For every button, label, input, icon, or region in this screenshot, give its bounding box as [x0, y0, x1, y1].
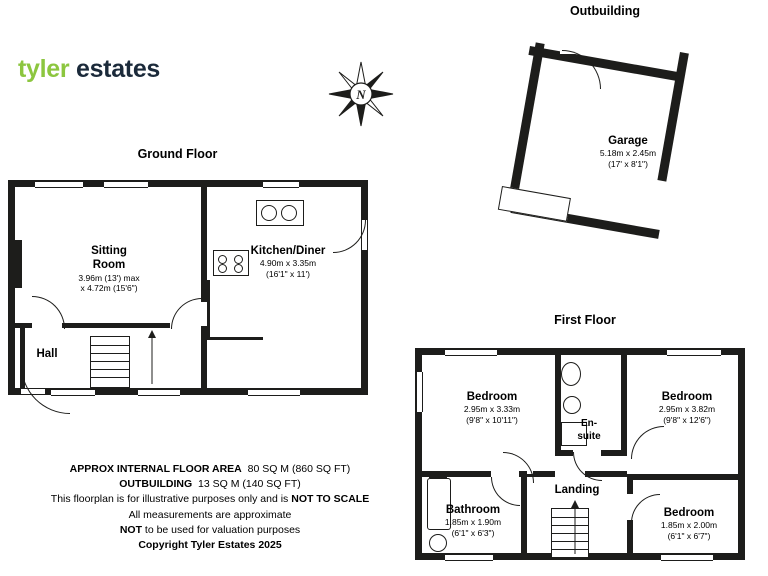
- bathroom-basin: [429, 474, 447, 478]
- room-name-ensuite-line1: En-: [580, 418, 598, 429]
- door-front-arc: [21, 365, 70, 414]
- room-label-sitting-room: [48, 244, 170, 294]
- footer-disclaimer-3: [0, 523, 420, 538]
- first-window-top-1: [445, 349, 497, 356]
- door-sitting-room-arc: [32, 296, 65, 329]
- first-window-left: [416, 372, 423, 412]
- footer-outbuilding-value: 13 SQ M (140 SQ FT): [198, 478, 301, 491]
- compass-rose: [325, 58, 397, 130]
- wall-chimney-breast: [8, 240, 22, 288]
- room-label-hall: [22, 347, 72, 361]
- window-top-1: [35, 181, 83, 188]
- room-dims-garage-line1: 5.18m x 2.45m: [599, 148, 657, 159]
- room-label-bedroom-2: [633, 390, 741, 426]
- room-name-hall: Hall: [36, 348, 58, 360]
- kitchen-sink: [256, 200, 304, 226]
- room-name-kitchen-diner: Kitchen/Diner: [250, 245, 326, 257]
- ensuite-wc: [561, 362, 581, 386]
- garage-wall-top: [528, 46, 677, 81]
- staircase: [90, 336, 130, 388]
- compass-label: N: [356, 87, 366, 102]
- room-name-sitting-room-line2: Room: [92, 259, 126, 272]
- outbuilding-plan: [470, 28, 730, 268]
- window-bottom-3: [248, 389, 300, 396]
- room-name-bedroom-1: Bedroom: [466, 391, 518, 403]
- room-dims-bathroom-line1: 1.85m x 1.90m: [444, 517, 502, 528]
- compass-north-icon: [325, 58, 397, 130]
- footer-disclaimer-3-bold: NOT: [119, 523, 142, 536]
- room-name-bedroom-3: Bedroom: [663, 507, 715, 519]
- wall-right: [361, 180, 368, 395]
- first-window-top-2: [667, 349, 721, 356]
- room-dims-garage-line2: (17' x 8'1"): [608, 159, 648, 169]
- first-wall-bedroom3-top: [627, 474, 745, 480]
- room-dims-bathroom-line2: (6'1" x 6'3"): [451, 528, 495, 538]
- footer-disclaimer-2: All measurements are approximate: [128, 508, 292, 521]
- room-dims-bedroom-2-line1: 2.95m x 3.82m: [658, 404, 716, 415]
- room-label-landing: [535, 483, 619, 497]
- room-label-kitchen-diner: [218, 244, 358, 280]
- first-window-bottom-2: [661, 554, 713, 561]
- door-kitchen-arc: [171, 298, 202, 329]
- outbuilding-title: Outbuilding: [569, 4, 641, 18]
- room-dims-bedroom-3-line1: 1.85m x 2.00m: [660, 520, 718, 531]
- room-dims-bedroom-1-line2: (9'8" x 10'11"): [466, 415, 518, 425]
- first-stairs-direction-arrow: [565, 498, 585, 556]
- footer-disclaimer-1-bold: NOT TO SCALE: [291, 493, 370, 506]
- ground-floor-plan: [8, 180, 368, 400]
- first-floor-plan: [415, 348, 760, 568]
- window-top-3: [263, 181, 299, 188]
- window-bottom-2: [138, 389, 180, 396]
- brand-logo-part2: estates: [75, 55, 161, 83]
- garage-wall-left: [508, 42, 545, 201]
- first-door-bathroom-opening: [491, 470, 519, 477]
- brand-logo-part1: tyler: [18, 55, 70, 83]
- footer-copyright: Copyright Tyler Estates 2025: [138, 539, 282, 552]
- room-name-garage: Garage: [608, 135, 648, 147]
- window-top-2: [104, 181, 148, 188]
- room-dims-kitchen-diner-line2: (16'1" x 11'): [266, 269, 310, 279]
- kitchen-worktop: [207, 280, 210, 340]
- room-label-bedroom-3: [635, 506, 743, 542]
- kitchen-worktop-2: [207, 337, 263, 340]
- first-door-ensuite-arc: [573, 452, 602, 481]
- room-label-bedroom-1: [437, 390, 547, 426]
- floorplan-footer: [0, 462, 420, 553]
- room-dims-sitting-room-line2: x 4.72m (15'6"): [80, 283, 138, 294]
- room-name-landing: Landing: [554, 484, 600, 496]
- footer-outbuilding-line: [0, 477, 420, 492]
- room-label-bathroom: [423, 503, 523, 539]
- footer-area-label: APPROX INTERNAL FLOOR AREA: [69, 463, 242, 475]
- room-name-bathroom: Bathroom: [445, 504, 501, 516]
- footer-disclaimer-1-pre: This floorplan is for illustrative purposes only and is: [50, 493, 292, 506]
- room-dims-bedroom-2-line2: (9'8" x 12'6"): [663, 415, 711, 425]
- brand-logo: [18, 55, 160, 84]
- first-floor-title: First Floor: [554, 313, 616, 327]
- room-dims-sitting-room-line1: 3.96m (13') max: [78, 272, 140, 283]
- ground-floor-title: Ground Floor: [137, 147, 218, 161]
- first-door-bedroom2-arc: [631, 426, 664, 459]
- garage-side-door-arc: [562, 50, 601, 89]
- room-dims-kitchen-diner-line1: 4.90m x 3.35m: [259, 258, 317, 269]
- first-window-bottom-1: [445, 554, 493, 561]
- footer-disclaimer-3-post: to be used for valuation purposes: [141, 523, 301, 536]
- footer-area-line: [0, 462, 420, 477]
- footer-outbuilding-label: OUTBUILDING: [119, 478, 193, 491]
- ensuite-basin: [563, 396, 581, 414]
- room-label-garage: [568, 134, 688, 170]
- first-door-bathroom-arc: [491, 477, 520, 506]
- footer-disclaimer-1: [0, 492, 420, 507]
- room-name-bedroom-2: Bedroom: [661, 391, 713, 403]
- room-name-sitting-room-line1: Sitting: [91, 245, 127, 257]
- room-dims-bedroom-3-line2: (6'1" x 6'7"): [667, 531, 711, 541]
- footer-area-value: 80 SQ M (860 SQ FT): [247, 463, 351, 475]
- room-name-ensuite-line2: suite: [577, 430, 601, 442]
- room-dims-bedroom-1-line1: 2.95m x 3.33m: [463, 404, 521, 415]
- room-label-ensuite: [555, 418, 623, 443]
- stairs-direction-arrow: [126, 328, 172, 388]
